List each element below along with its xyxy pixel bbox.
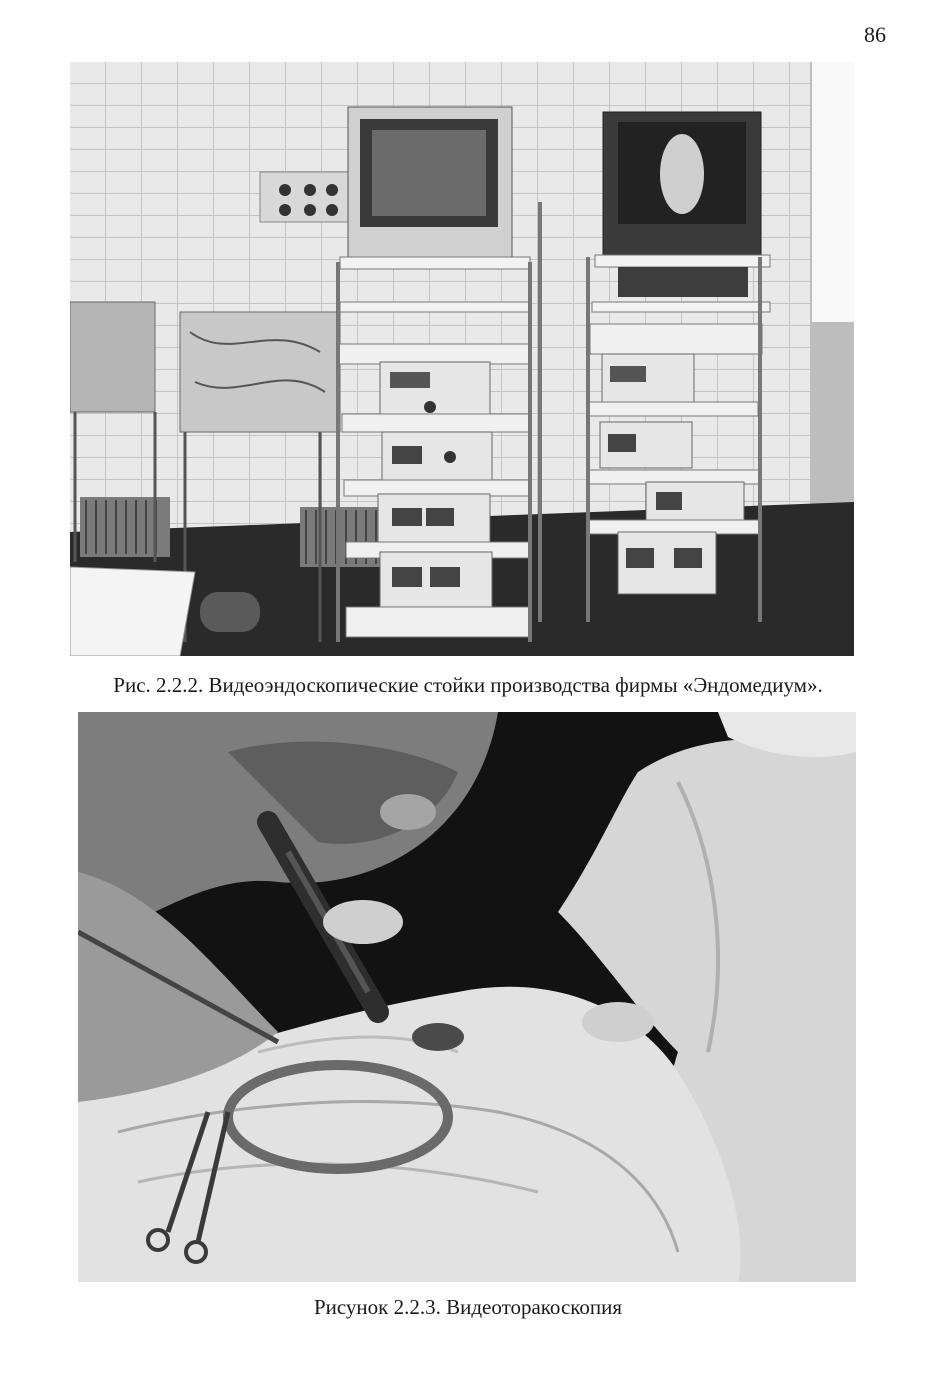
figure-caption: Рис. 2.2.2. Видеоэндоскопические стойки производства фирмы «Эндомедиум». [113,673,823,697]
figure-photo-video-thoracoscopy [78,712,856,1282]
page-number: 86 [864,22,886,47]
figure-photo-endoscopic-racks [70,62,854,656]
figure-caption: Рисунок 2.2.3. Видеоторакоскопия [313,1295,623,1319]
